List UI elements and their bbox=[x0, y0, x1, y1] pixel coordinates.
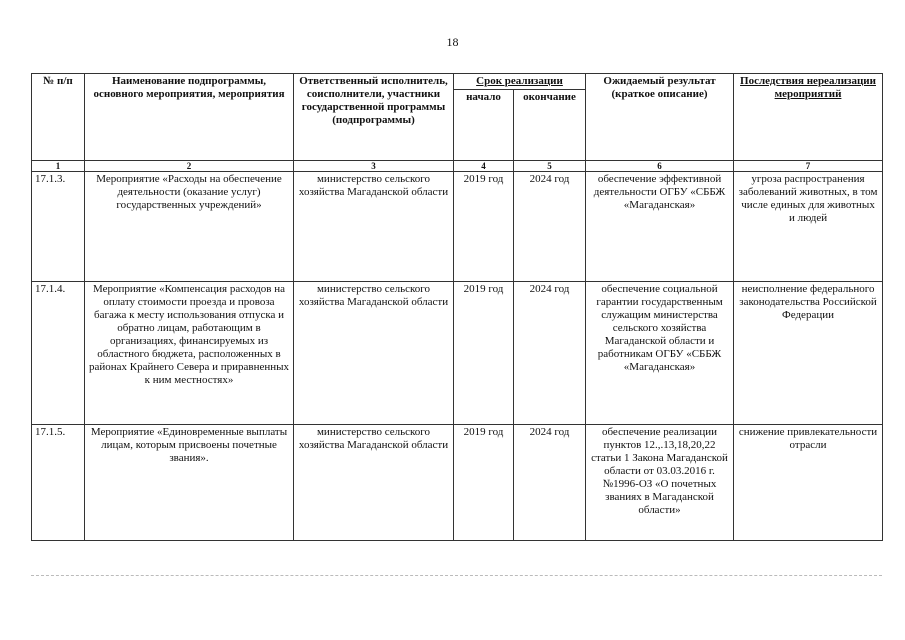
header-num: № п/п bbox=[32, 74, 85, 161]
expected-result: обеспечение реализации пунктов 12.,.13,18,20,22 статьи 1 Закона Магаданской области от 03.03.2016 г. №1996-ОЗ «О почетных званиях в Магаданской области» bbox=[586, 425, 734, 541]
header-result: Ожидаемый результат (краткое описание) bbox=[586, 74, 734, 161]
table-row bbox=[32, 282, 883, 425]
header-name: Наименование подпрограммы, основного мероприятия, мероприятия bbox=[85, 74, 294, 161]
column-index: 7 bbox=[734, 161, 883, 172]
end-year: 2024 год bbox=[514, 282, 586, 425]
activity-name: Мероприятие «Расходы на обеспечение деятельности (оказание услуг) государственных учреждений» bbox=[85, 172, 294, 282]
start-year: 2019 год bbox=[454, 282, 514, 425]
page-number: 18 bbox=[446, 35, 459, 49]
row-number: 17.1.4. bbox=[32, 282, 85, 425]
responsible-party: министерство сельского хозяйства Магаданской области bbox=[294, 282, 454, 425]
header-responsible: Ответственный исполнитель, соисполнители, участники государственной программы (подпрограммы) bbox=[294, 74, 454, 161]
expected-result: обеспечение социальной гарантии государственным служащим министерства сельского хозяйства Магаданской области и работникам ОГБУ «СББЖ «Магаданская» bbox=[586, 282, 734, 425]
column-index-row bbox=[32, 161, 883, 172]
non-implementation-consequences: неисполнение федерального законодательства Российской Федерации bbox=[734, 282, 883, 425]
activity-name: Мероприятие «Единовременные выплаты лицам, которым присвоены почетные звания». bbox=[85, 425, 294, 541]
column-index: 1 bbox=[32, 161, 85, 172]
row-number: 17.1.5. bbox=[32, 425, 85, 541]
header-start: начало bbox=[454, 90, 514, 161]
row-number: 17.1.3. bbox=[32, 172, 85, 282]
program-activities-table bbox=[31, 73, 883, 541]
header-consequences: Последствия нереализации мероприятий bbox=[734, 74, 883, 161]
bottom-rule bbox=[31, 575, 882, 576]
start-year: 2019 год bbox=[454, 172, 514, 282]
column-index: 4 bbox=[454, 161, 514, 172]
table-row bbox=[32, 172, 883, 282]
column-index: 5 bbox=[514, 161, 586, 172]
end-year: 2024 год bbox=[514, 172, 586, 282]
header-period: Срок реализации bbox=[454, 74, 586, 90]
header-row bbox=[32, 74, 883, 90]
start-year: 2019 год bbox=[454, 425, 514, 541]
responsible-party: министерство сельского хозяйства Магаданской области bbox=[294, 425, 454, 541]
non-implementation-consequences: снижение привлекательности отрасли bbox=[734, 425, 883, 541]
column-index: 2 bbox=[85, 161, 294, 172]
column-index: 3 bbox=[294, 161, 454, 172]
end-year: 2024 год bbox=[514, 425, 586, 541]
activity-name: Мероприятие «Компенсация расходов на оплату стоимости проезда и провоза багажа к месту использования отпуска и обратно лицам, работающим в организациях, финансируемых из областного бюджета, расположенных в районах Крайнего Севера и приравненных к ним местностях» bbox=[85, 282, 294, 425]
table-row bbox=[32, 425, 883, 541]
column-index: 6 bbox=[586, 161, 734, 172]
non-implementation-consequences: угроза распространения заболеваний животных, в том числе единых для животных и людей bbox=[734, 172, 883, 282]
header-end: окончание bbox=[514, 90, 586, 161]
expected-result: обеспечение эффективной деятельности ОГБУ «СББЖ «Магаданская» bbox=[586, 172, 734, 282]
responsible-party: министерство сельского хозяйства Магаданской области bbox=[294, 172, 454, 282]
